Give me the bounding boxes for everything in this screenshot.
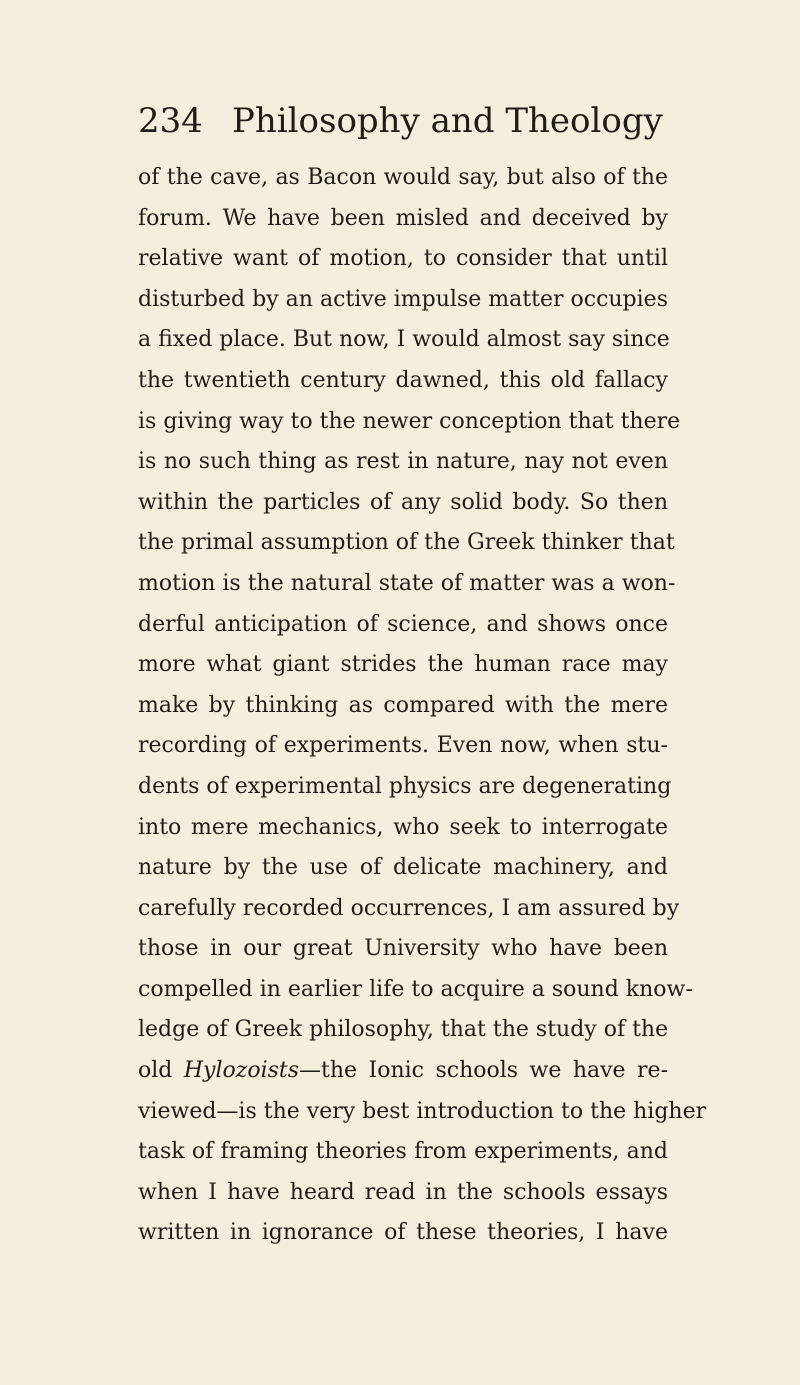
text-fragment: —the Ionic schools we have re-	[299, 1058, 668, 1084]
text-line: is no such thing as rest in nature, nay not even	[138, 449, 668, 475]
text-line: carefully recorded occurrences, I am assured by	[138, 895, 680, 921]
text-line: within the particles of any solid body. So then	[138, 489, 668, 515]
text-fragment: old	[138, 1058, 173, 1084]
text-line: viewed—is the very best introduction to the higher	[138, 1098, 707, 1124]
text-line: derful anticipation of science, and shows once	[138, 611, 668, 637]
text-line: the primal assumption of the Greek thinker that	[138, 530, 675, 556]
text-line: is giving way to the newer conception that there	[138, 408, 681, 434]
text-line: a fixed place. But now, I would almost say since	[138, 327, 670, 353]
text-line: motion is the natural state of matter was a won-	[138, 570, 676, 596]
text-line: the twentieth century dawned, this old fallacy	[138, 367, 668, 393]
text-line: when I have heard read in the schools essays	[138, 1179, 668, 1205]
page-number: 234	[138, 101, 203, 141]
italic-term: Hylozoists	[183, 1058, 300, 1084]
text-line: relative want of motion, to consider that until	[138, 246, 668, 272]
text-line: compelled in earlier life to acquire a sound know-	[138, 976, 693, 1002]
text-line: recording of experiments. Even now, when stu-	[138, 733, 668, 759]
running-head: Philosophy and Theology	[232, 101, 663, 141]
text-line: those in our great University who have been	[138, 936, 668, 962]
text-line: written in ignorance of these theories, I have	[138, 1220, 668, 1246]
text-line: into mere mechanics, who seek to interrogate	[138, 814, 668, 840]
text-line-with-italic	[138, 1051, 668, 1092]
text-line: task of framing theories from experiments, and	[138, 1139, 668, 1165]
text-line: of the cave, as Bacon would say, but also of the	[138, 165, 668, 190]
text-line: forum. We have been misled and deceived by	[138, 205, 668, 231]
page-header	[138, 96, 663, 146]
body-text	[138, 158, 707, 1254]
text-line: ledge of Greek philosophy, that the study of the	[138, 1017, 669, 1043]
text-line: make by thinking as compared with the mere	[138, 692, 668, 718]
text-line: more what giant strides the human race may	[138, 652, 668, 678]
text-line: disturbed by an active impulse matter occupies	[138, 286, 668, 312]
text-line: nature by the use of delicate machinery, and	[138, 855, 668, 881]
text-line: dents of experimental physics are degenerating	[138, 773, 672, 799]
